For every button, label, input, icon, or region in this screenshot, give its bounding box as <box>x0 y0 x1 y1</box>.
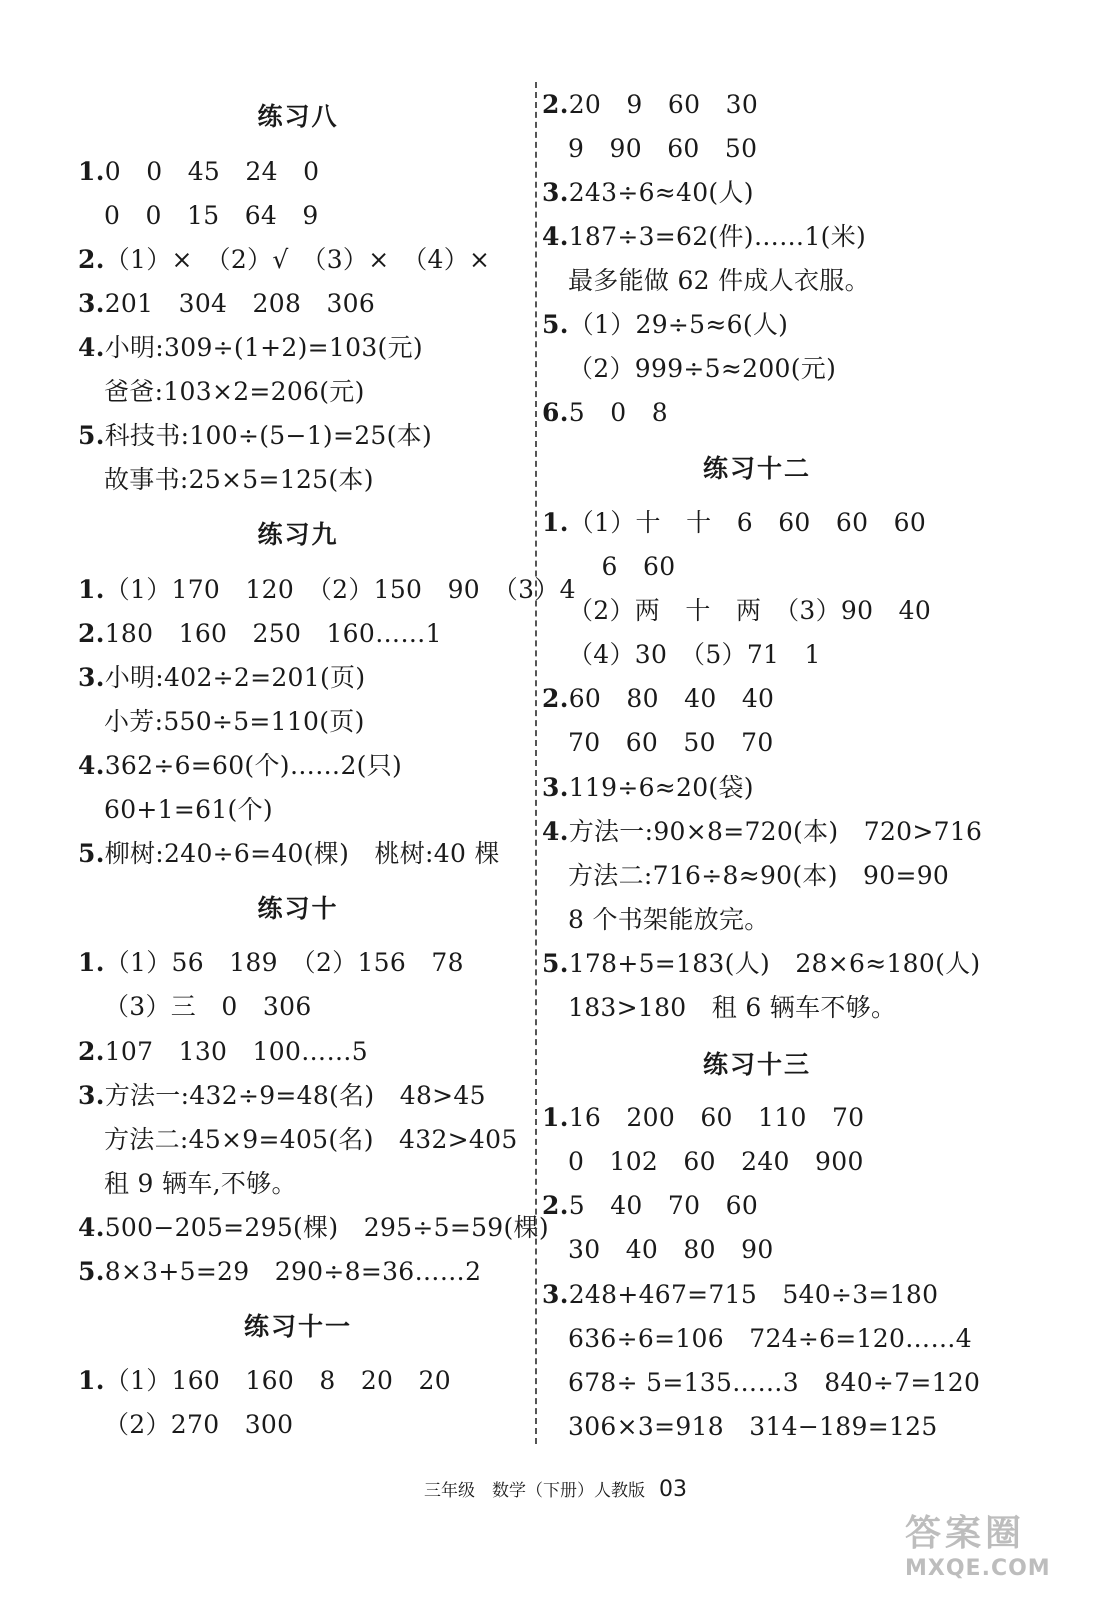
answer-text: 362÷6=60(个)……2(只) <box>104 751 403 780</box>
answer-text: 柳树:240÷6=40(棵) 桃树:40 棵 <box>104 839 500 868</box>
item-number: 5. <box>78 421 105 450</box>
item-number: 4. <box>78 333 105 362</box>
answer-line <box>104 1167 297 1201</box>
answer-text: 107 130 100……5 <box>104 1037 368 1066</box>
answer-text: 678÷ 5=135……3 840÷7=120 <box>568 1368 981 1397</box>
answer-line <box>542 682 774 716</box>
item-number: 1. <box>78 575 105 604</box>
item-number: 5. <box>542 949 569 978</box>
answer-text: 小芳:550÷5=110(页) <box>104 707 365 736</box>
watermark-bottom-text: MXQE.COM <box>905 1556 1051 1581</box>
answer-line <box>568 1322 972 1356</box>
answer-text: 636÷6=106 724÷6=120……4 <box>568 1324 972 1353</box>
answer-line <box>78 331 423 365</box>
answer-text: 30 40 80 90 <box>568 1235 774 1264</box>
answer-text: （1）十 十 6 60 60 60 <box>568 508 927 537</box>
answer-text: 方法一:432÷9=48(名) 48>45 <box>104 1081 486 1110</box>
answer-line <box>568 594 931 628</box>
answer-line <box>542 220 866 254</box>
answer-line <box>78 155 319 189</box>
answer-line <box>104 1123 518 1157</box>
item-number: 2. <box>78 619 105 648</box>
answer-line <box>78 1035 368 1069</box>
answer-line <box>542 88 758 122</box>
answer-text: 8×3+5=29 290÷8=36……2 <box>104 1257 482 1286</box>
item-number: 1. <box>78 948 105 977</box>
answer-line <box>104 375 365 409</box>
answer-text: （2）两 十 两 （3）90 40 <box>568 596 932 625</box>
answer-line <box>78 1255 481 1289</box>
item-number: 2. <box>542 1191 569 1220</box>
answer-line <box>78 1079 486 1113</box>
item-number: 6. <box>542 398 569 427</box>
column-divider <box>535 82 537 1444</box>
answer-line <box>542 815 982 849</box>
answer-line <box>568 550 675 584</box>
item-number: 2. <box>78 245 105 274</box>
answer-text: 5 0 8 <box>568 398 668 427</box>
item-number: 1. <box>542 1103 569 1132</box>
answer-line <box>568 991 896 1025</box>
answer-line <box>568 859 949 893</box>
item-number: 3. <box>78 1081 105 1110</box>
watermark-logo <box>905 1512 1095 1592</box>
answer-text: 178+5=183(人) 28×6≈180(人) <box>568 949 981 978</box>
section-title: 练习八 <box>257 102 339 131</box>
answer-text: 科技书:100÷(5−1)=25(本) <box>104 421 433 450</box>
page-number: 03 <box>659 1477 687 1502</box>
answer-line <box>542 308 788 342</box>
answer-text: 16 200 60 110 70 <box>568 1103 865 1132</box>
answer-text: （4）30 （5）71 1 <box>568 640 821 669</box>
answer-text: （1）160 160 8 20 20 <box>104 1366 451 1395</box>
answer-line <box>568 352 836 386</box>
answer-text: 6 60 <box>568 552 676 581</box>
answer-text: 租 9 辆车,不够。 <box>104 1169 297 1198</box>
answer-line <box>568 1366 980 1400</box>
answer-line <box>78 419 432 453</box>
answer-text: 0 102 60 240 900 <box>568 1147 864 1176</box>
footer-label: 三年级 数学（下册）人教版 <box>424 1481 645 1501</box>
answer-line <box>568 1145 864 1179</box>
answer-text: 248+467=715 540÷3=180 <box>568 1280 939 1309</box>
answer-line <box>104 990 312 1024</box>
item-number: 3. <box>542 773 569 802</box>
answer-text: 小明:309÷(1+2)=103(元) <box>104 333 423 362</box>
answer-line <box>568 726 774 760</box>
answer-line <box>104 199 319 233</box>
answer-line <box>542 1189 758 1223</box>
section-title: 练习九 <box>257 520 339 549</box>
item-number: 4. <box>78 751 105 780</box>
answer-line <box>78 617 442 651</box>
answer-text: 9 90 60 50 <box>568 134 758 163</box>
answer-text: 小明:402÷2=201(页) <box>104 663 366 692</box>
item-number: 2. <box>542 684 569 713</box>
answer-text: 20 9 60 30 <box>568 90 759 119</box>
answer-line <box>568 132 757 166</box>
answer-text: 8 个书架能放完。 <box>568 905 770 934</box>
answer-text: 306×3=918 314−189=125 <box>568 1412 938 1441</box>
answer-text: （2）270 300 <box>104 1410 294 1439</box>
item-number: 3. <box>542 1280 569 1309</box>
answer-line <box>542 1278 938 1312</box>
item-number: 3. <box>78 663 105 692</box>
answer-line <box>542 506 926 540</box>
answer-line <box>78 946 464 980</box>
item-number: 1. <box>542 508 569 537</box>
answer-line <box>78 1211 549 1245</box>
answer-line <box>568 1233 774 1267</box>
answer-line <box>78 243 490 277</box>
answer-text: （3）三 0 306 <box>104 992 312 1021</box>
answer-text: 243÷6≈40(人) <box>568 178 754 207</box>
answer-line <box>542 396 668 430</box>
answer-text: 方法一:90×8=720(本) 720>716 <box>568 817 983 846</box>
answer-text: 方法二:45×9=405(名) 432>405 <box>104 1125 518 1154</box>
answer-line <box>542 947 980 981</box>
answer-line <box>542 1101 864 1135</box>
answer-text: （2）999÷5≈200(元) <box>568 354 837 383</box>
section-title: 练习十一 <box>243 1312 352 1341</box>
answer-line <box>542 176 754 210</box>
answer-text: 0 0 45 24 0 <box>104 157 320 186</box>
answer-text: 70 60 50 70 <box>568 728 774 757</box>
item-number: 2. <box>542 90 569 119</box>
answer-line <box>78 573 576 607</box>
answer-text: 方法二:716÷8≈90(本) 90=90 <box>568 861 950 890</box>
answer-line <box>104 1408 293 1442</box>
answer-line <box>104 793 273 827</box>
answer-line <box>542 771 754 805</box>
answer-text: （1）× （2）√ （3）× （4）× <box>104 245 491 274</box>
item-number: 4. <box>542 817 569 846</box>
answer-line <box>78 661 365 695</box>
answer-text: 183>180 租 6 辆车不够。 <box>568 993 897 1022</box>
item-number: 5. <box>78 1257 105 1286</box>
answer-text: 60+1=61(个) <box>104 795 273 824</box>
answer-text: （1）170 120 （2）150 90 （3）4 <box>104 575 576 604</box>
answer-line <box>568 1410 938 1444</box>
answer-text: 5 40 70 60 <box>568 1191 759 1220</box>
answer-text: （1）56 189 （2）156 78 <box>104 948 464 977</box>
answer-text: 最多能做 62 件成人衣服。 <box>568 266 870 295</box>
answer-line <box>78 837 500 871</box>
answer-text: 201 304 208 306 <box>104 289 376 318</box>
item-number: 2. <box>78 1037 105 1066</box>
answer-line <box>568 903 770 937</box>
answer-text: 500−205=295(棵) 295÷5=59(棵) <box>104 1213 549 1242</box>
section-title: 练习十 <box>257 894 339 923</box>
item-number: 5. <box>78 839 105 868</box>
answer-line <box>78 749 402 783</box>
item-number: 4. <box>542 222 569 251</box>
answer-text: 0 0 15 64 9 <box>104 201 319 230</box>
answer-text: 119÷6≈20(袋) <box>568 773 754 802</box>
page-footer <box>0 1476 1111 1505</box>
answer-text: 187÷3=62(件)……1(米) <box>568 222 867 251</box>
watermark-top-text: 答案圈 <box>905 1513 1026 1554</box>
item-number: 4. <box>78 1213 105 1242</box>
answer-line <box>78 1364 451 1398</box>
item-number: 1. <box>78 157 105 186</box>
item-number: 1. <box>78 1366 105 1395</box>
section-title: 练习十三 <box>702 1050 811 1079</box>
answer-text: 60 80 40 40 <box>568 684 775 713</box>
answer-text: 故事书:25×5=125(本) <box>104 465 374 494</box>
section-title: 练习十二 <box>702 454 811 483</box>
answer-line <box>78 287 375 321</box>
answer-line <box>104 463 374 497</box>
answer-line <box>568 638 821 672</box>
answer-text: （1）29÷5≈6(人) <box>568 310 789 339</box>
item-number: 5. <box>542 310 569 339</box>
answer-line <box>568 264 870 298</box>
answer-line <box>104 705 365 739</box>
item-number: 3. <box>78 289 105 318</box>
answer-text: 180 160 250 160……1 <box>104 619 442 648</box>
item-number: 3. <box>542 178 569 207</box>
answer-text: 爸爸:103×2=206(元) <box>104 377 365 406</box>
